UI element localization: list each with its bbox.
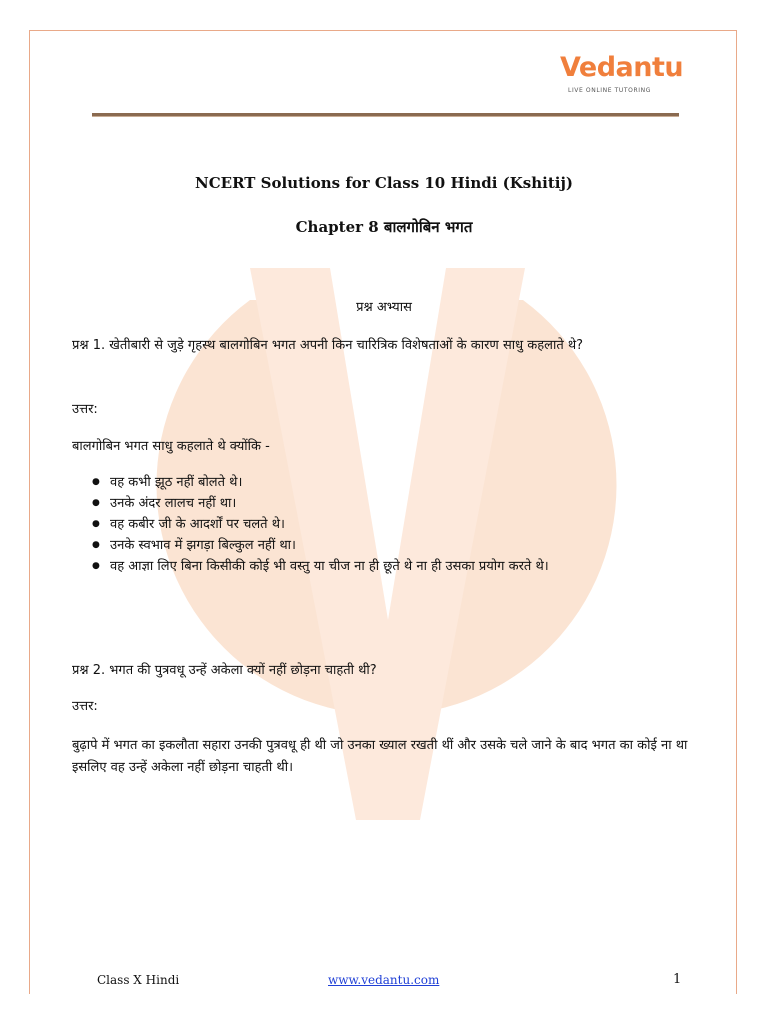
list-item: ● वह कबीर जी के आदर्शों पर चलते थे।: [92, 514, 692, 535]
answer-1-label: उत्तर:: [72, 402, 98, 417]
answer-1-points: [92, 472, 692, 577]
list-item: ● उनके स्वभाव में झगड़ा बिल्कुल नहीं था।: [92, 535, 692, 556]
page-number: 1: [673, 972, 682, 987]
list-item: ● वह कभी झूठ नहीं बोलते थे।: [92, 472, 692, 493]
list-item: ● वह आज्ञा लिए बिना किसीकी कोई भी वस्तु या चीज ना ही छूते थे ना ही उसका प्रयोग करते थे।: [92, 556, 692, 577]
footer-class-label: Class X Hindi: [97, 973, 180, 987]
answer-2-label: उत्तर:: [72, 699, 98, 714]
answer-2-text: बुढ़ापे में भगत का इकलौता सहारा उनकी पुत्रवधू ही थी जो उनका ख्याल रखती थीं और उसके चले जाने के बाद भगत का कोई ना था इसलिए वह उन्हें अकेला नहीं छोड़ना चाहती थी।: [72, 738, 688, 775]
vedantu-logo: [560, 52, 684, 98]
chapter-title: Chapter 8 बालगोबिन भगत: [295, 218, 473, 236]
logo-tagline: LIVE ONLINE TUTORING: [568, 87, 651, 94]
answer-1-intro: बालगोबिन भगत साधु कहलाते थे क्योंकि -: [72, 439, 270, 454]
footer-website-link[interactable]: www.vedantu.com: [328, 973, 440, 987]
question-1: प्रश्न 1. खेतीबारी से जुड़े गृहस्थ बालगोबिन भगत अपनी किन चारित्रिक विशेषताओं के कारण साधु कहलाते थे?: [72, 338, 584, 353]
list-item: ● उनके अंदर लालच नहीं था।: [92, 493, 692, 514]
section-heading: प्रश्न अभ्यास: [356, 300, 412, 315]
header-rule: [92, 113, 679, 117]
document-title: NCERT Solutions for Class 10 Hindi (Kshitij): [195, 174, 573, 192]
logo-brand: Vedantu: [560, 52, 684, 83]
question-2: प्रश्न 2. भगत की पुत्रवधू उन्हें अकेला क्यों नहीं छोड़ना चाहती थी?: [72, 663, 377, 678]
